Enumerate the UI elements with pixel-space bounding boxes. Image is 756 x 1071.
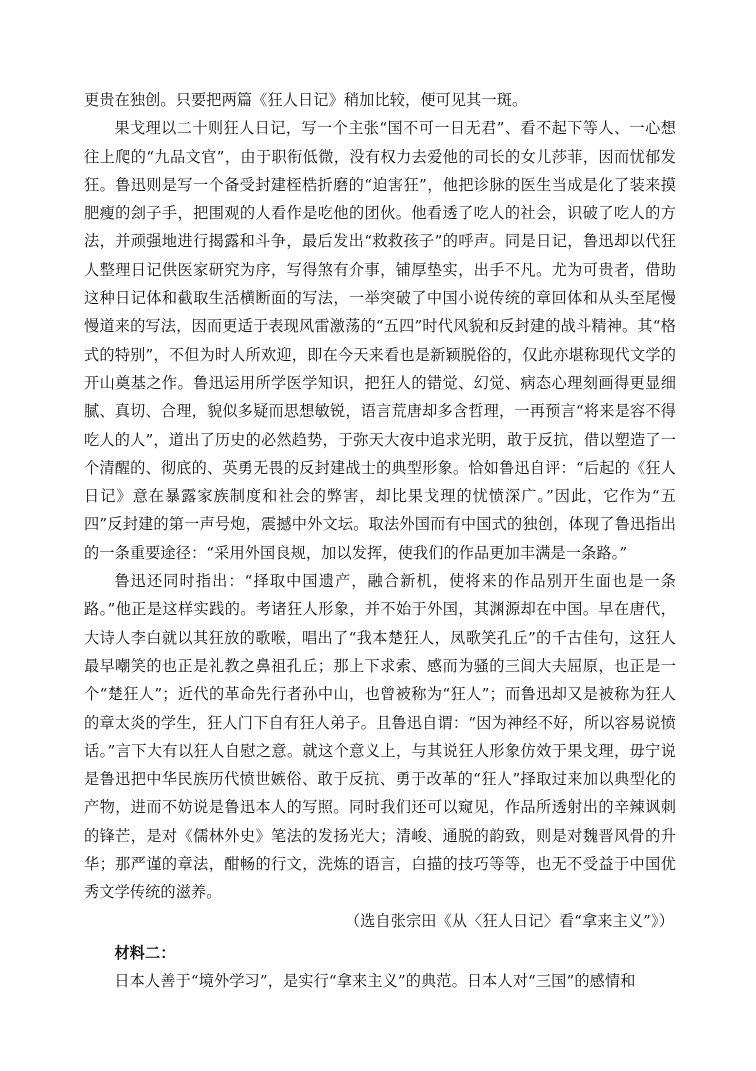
document-body [84, 86, 676, 996]
paragraph-gogol-comparison: 果戈理以二十则狂人日记，写一个主张“国不可一日无君”、看不起下等人、一心想往上爬的“九品文官”，由于职衔低微，没有权力去爱他的司长的女儿莎菲，因而忧郁发狂。鲁迅则是写一个备受封建桎梏折磨的“迫害狂”，他把诊脉的医生当成是化了装来摸肥瘦的刽子手，把围观的人看作是吃他的团伙。他看透了吃人的社会，识破了吃人的方法，并顽强地进行揭露和斗争，最后发出“救救孩子”的呼声。同是日记，鲁迅却以代狂人整理日记供医家研究为序，写得煞有介事，铺厚垫实，出手不凡。尤为可贵者，借助这种日记体和截取生活横断面的写法，一举突破了中国小说传统的章回体和从头至尾慢慢道来的写法，因而更适于表现风雷激荡的“五四”时代风貌和反封建的战斗精神。其“格式的特别”，不但为时人所欢迎，即在今天来看也是新颖脱俗的，仅此亦堪称现代文学的开山奠基之作。鲁迅运用所学医学知识，把狂人的错觉、幻觉、病态心理刻画得更显细腻、真切、合理，貌似多疑而思想敏锐，语言荒唐却多含哲理，一再预言“将来是容不得吃人的人”，道出了历史的必然趋势，于弥天大夜中追求光明，敢于反抗，借以塑造了一个清醒的、彻底的、英勇无畏的反封建战士的典型形象。恰如鲁迅自评：“后起的《狂人日记》意在暴露家族制度和社会的弊害，却比果戈理的忧愤深广。”因此，它作为“五四”反封建的第一声号炮，震撼中外文坛。取法外国而有中国式的独创，体现了鲁迅指出的一条重要途径：“采用外国良规，加以发挥，使我们的作品更加丰满是一条路。” [84, 119, 676, 562]
paragraph-chinese-heritage: 鲁迅还同时指出：“择取中国遗产，融合新机，使将来的作品别开生面也是一条路。”他正是这样实践的。考诸狂人形象，并不始于外国，其渊源却在中国。早在唐代，大诗人李白就以其狂放的歌喉，唱出了“我本楚狂人，凤歌笑孔丘”的千古佳句，这狂人最早嘲笑的也正是礼教之鼻祖孔丘；那上下求索、感而为骚的三闾大夫屈原，也正是一个“楚狂人”；近代的革命先行者孙中山，也曾被称为“狂人”；而鲁迅却又是被称为狂人的章太炎的学生，狂人门下自有狂人弟子。且鲁迅自谓：“因为神经不好，所以容易说愤话。”言下大有以狂人自慰之意。就这个意义上，与其说狂人形象仿效于果戈理，毋宁说是鲁迅把中华民族历代愤世嫉俗、敢于反抗、勇于改革的“狂人”择取过来加以典型化的产物，进而不妨说是鲁迅本人的写照。同时我们还可以窥见，作品所透射出的辛辣讽刺的锋芒，是对《儒林外史》笔法的发扬光大；清峻、通脱的韵致，则是对魏晋风骨的升华；那严谨的章法，酣畅的行文，洗炼的语言，白描的技巧等等，也无不受益于中国优秀文学传统的滋养。 [84, 572, 676, 902]
material-two-text: 日本人善于“境外学习”，是实行“拿来主义”的典范。日本人对“三国”的感情和 [114, 972, 636, 991]
source-citation: （选自张宗田《从〈狂人日记〉看“拿来主义”》） [344, 911, 674, 930]
paragraph-continuation: 更贵在独创。只要把两篇《狂人日记》稍加比较，便可见其一斑。 [84, 91, 528, 109]
material-two-heading: 材料二： [114, 943, 176, 962]
